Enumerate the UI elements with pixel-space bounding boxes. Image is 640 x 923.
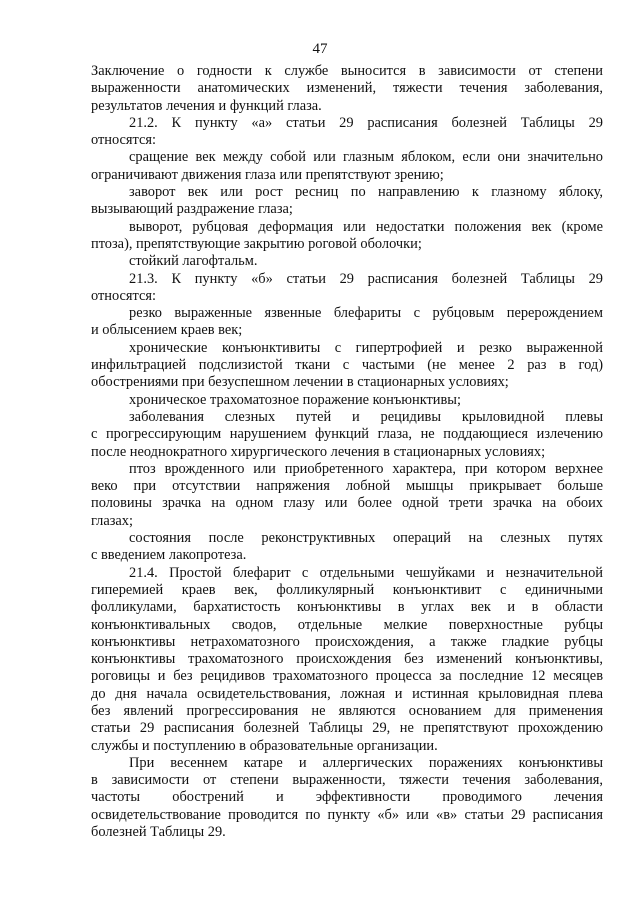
- text-line: При весеннем катаре и аллергических поражениях конъюнктивы: [129, 754, 603, 771]
- text-line: относятся:: [91, 132, 157, 149]
- text-line: роговицы и без рецидивов трахоматозного процесса за последние 12 месяцев: [91, 668, 603, 685]
- text-line: болезней Таблицы 29.: [91, 824, 226, 841]
- text-line: ограничивают движения глаза или препятствуют зрению;: [91, 166, 444, 183]
- text-line: обострениями при безуспешном лечении в стационарных условиях;: [91, 374, 509, 391]
- text-line: с введением лакопротеза.: [91, 547, 247, 564]
- text-line: глазах;: [91, 512, 134, 529]
- text-line: освидетельствование проводится по пункту «б» или «в» статьи 29 расписания: [91, 806, 603, 823]
- text-line: птоза), препятствующие закрытию роговой оболочки;: [91, 235, 422, 252]
- text-line: сращение век между собой или глазным яблоком, если они значительно: [129, 149, 603, 166]
- text-line: конъюнктивы нетрахоматозного происхождения, а также гладкие рубцы: [91, 633, 603, 650]
- text-line: фолликулами, бархатистость конъюнктивы в углах век и в области: [91, 599, 603, 616]
- text-line: с прогрессирующим нарушением функций глаза, не поддающиеся излечению: [91, 426, 603, 443]
- text-line: без явлений прогрессирования не являются основанием для применения: [91, 702, 603, 719]
- text-line: в зависимости от степени выраженности, тяжести течения заболевания,: [91, 772, 603, 789]
- text-line: заворот век или рост ресниц по направлению к глазному яблоку,: [129, 184, 603, 201]
- text-line: выворот, рубцовая деформация или недостатки положения век (кроме: [129, 218, 603, 235]
- text-line: половины зрачка на одном глазу или более одной трети зрачка на обоих: [91, 495, 603, 512]
- text-line: 21.2. К пункту «а» статьи 29 расписания болезней Таблицы 29: [129, 114, 603, 131]
- text-line: птоз врожденного или приобретенного характера, при котором верхнее: [129, 460, 603, 477]
- text-line: после неоднократного хирургического лечения в стационарных условиях;: [91, 443, 546, 460]
- text-line: вызывающий раздражение глаза;: [91, 201, 293, 218]
- page-number: 47: [312, 41, 328, 57]
- text-line: хронические конъюнктивиты с гипертрофией и резко выраженной: [129, 339, 603, 356]
- text-line: конъюнктивальных сводов, отдельные мелкие поверхностные рубцы: [91, 616, 603, 633]
- document-body: [91, 63, 603, 841]
- text-line: конъюнктивы трахоматозного происхождения без изменений конъюнктивы,: [91, 651, 603, 668]
- text-line: до дня начала освидетельствования, ложная и истинная крыловидная плева: [91, 685, 603, 702]
- text-line: и облысением краев век;: [91, 322, 243, 339]
- text-line: выраженности анатомических изменений, тяжести течения заболевания,: [91, 80, 603, 97]
- text-line: инфильтрацией подслизистой ткани с частыми (не менее 2 раз в год): [91, 357, 603, 374]
- text-line: заболевания слезных путей и рецидивы крыловидной плевы: [129, 408, 603, 425]
- text-line: статьи 29 расписания болезней Таблицы 29, не препятствуют прохождению: [91, 720, 603, 737]
- text-line: относятся:: [91, 287, 157, 304]
- text-line: стойкий лагофтальм.: [129, 253, 258, 270]
- text-line: гиперемией краев век, фолликулярный конъюнктивит с единичными: [91, 581, 603, 598]
- text-line: резко выраженные язвенные блефариты с рубцовым перерождением: [129, 305, 603, 322]
- text-line: 21.4. Простой блефарит с отдельными чешуйками и незначительной: [129, 564, 603, 581]
- text-line: частоты обострений и эффективности проводимого лечения: [91, 789, 603, 806]
- text-line: службы и поступлению в образовательные организации.: [91, 737, 438, 754]
- text-line: хроническое трахоматозное поражение конъюнктивы;: [129, 391, 461, 408]
- text-line: Заключение о годности к службе выносится в зависимости от степени: [91, 63, 603, 79]
- text-line: результатов лечения и функций глаза.: [91, 97, 322, 114]
- text-line: состояния после реконструктивных операций на слезных путях: [129, 530, 603, 547]
- text-line: 21.3. К пункту «б» статьи 29 расписания болезней Таблицы 29: [129, 270, 603, 287]
- text-line: веко при отсутствии напряжения лобной мышцы прикрывает больше: [91, 478, 603, 495]
